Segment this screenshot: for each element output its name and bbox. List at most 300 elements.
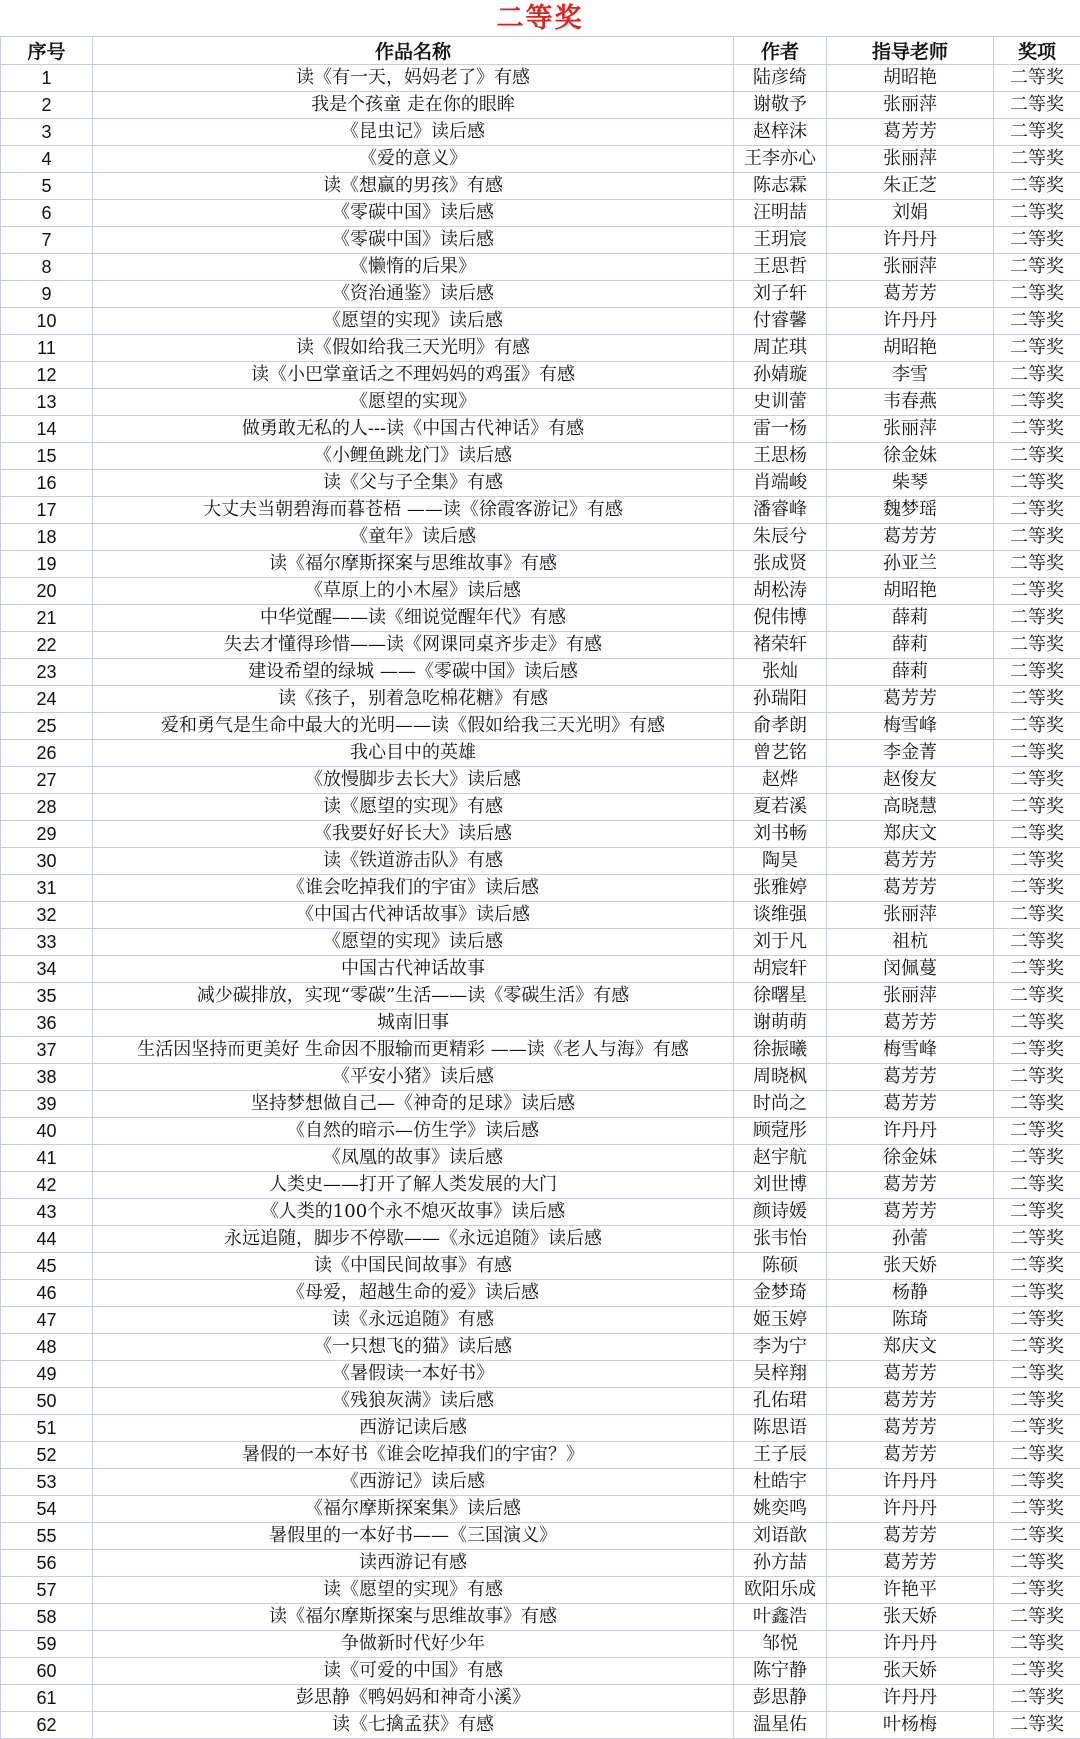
cell-advisor[interactable]: 孙亚兰 <box>827 551 994 578</box>
cell-author[interactable]: 俞孝朗 <box>734 713 827 740</box>
cell-advisor[interactable]: 郑庆文 <box>827 821 994 848</box>
table-row[interactable] <box>1 1145 1080 1172</box>
cell-author[interactable]: 王子辰 <box>734 1442 827 1469</box>
cell-award[interactable]: 二等奖 <box>994 1442 1080 1469</box>
cell-author[interactable]: 赵烨 <box>734 767 827 794</box>
cell-work-title[interactable]: 《愿望的实现》读后感 <box>93 929 734 956</box>
cell-index[interactable]: 59 <box>1 1631 93 1658</box>
cell-award[interactable]: 二等奖 <box>994 1010 1080 1037</box>
cell-work-title[interactable]: 《自然的暗示—仿生学》读后感 <box>93 1118 734 1145</box>
cell-award[interactable]: 二等奖 <box>994 767 1080 794</box>
cell-advisor[interactable]: 许丹丹 <box>827 227 994 254</box>
cell-author[interactable]: 汪明喆 <box>734 200 827 227</box>
cell-work-title[interactable]: 读《假如给我三天光明》有感 <box>93 335 734 362</box>
cell-award[interactable]: 二等奖 <box>994 929 1080 956</box>
cell-index[interactable]: 51 <box>1 1415 93 1442</box>
cell-advisor[interactable]: 张丽萍 <box>827 146 994 173</box>
cell-work-title[interactable]: 《中国古代神话故事》读后感 <box>93 902 734 929</box>
cell-index[interactable]: 33 <box>1 929 93 956</box>
cell-advisor[interactable]: 朱正芝 <box>827 173 994 200</box>
cell-index[interactable]: 45 <box>1 1253 93 1280</box>
cell-award[interactable]: 二等奖 <box>994 1712 1080 1739</box>
cell-work-title[interactable]: 《凤凰的故事》读后感 <box>93 1145 734 1172</box>
cell-index[interactable]: 11 <box>1 335 93 362</box>
cell-work-title[interactable]: 读《福尔摩斯探案与思维故事》有感 <box>93 551 734 578</box>
cell-award[interactable]: 二等奖 <box>994 1199 1080 1226</box>
cell-work-title[interactable]: 坚持梦想做自己—《神奇的足球》读后感 <box>93 1091 734 1118</box>
table-row[interactable] <box>1 605 1080 632</box>
cell-author[interactable]: 徐振曦 <box>734 1037 827 1064</box>
cell-work-title[interactable]: 城南旧事 <box>93 1010 734 1037</box>
cell-work-title[interactable]: 《懒惰的后果》 <box>93 254 734 281</box>
cell-index[interactable]: 61 <box>1 1685 93 1712</box>
cell-index[interactable]: 21 <box>1 605 93 632</box>
table-row[interactable] <box>1 470 1080 497</box>
cell-author[interactable]: 顾蒄彤 <box>734 1118 827 1145</box>
cell-index[interactable]: 41 <box>1 1145 93 1172</box>
cell-work-title[interactable]: 读《有一天，妈妈老了》有感 <box>93 65 734 92</box>
cell-index[interactable]: 1 <box>1 65 93 92</box>
cell-advisor[interactable]: 薛莉 <box>827 605 994 632</box>
cell-award[interactable]: 二等奖 <box>994 1091 1080 1118</box>
cell-author[interactable]: 陈硕 <box>734 1253 827 1280</box>
cell-award[interactable]: 二等奖 <box>994 1361 1080 1388</box>
cell-index[interactable]: 37 <box>1 1037 93 1064</box>
cell-index[interactable]: 46 <box>1 1280 93 1307</box>
cell-award[interactable]: 二等奖 <box>994 119 1080 146</box>
cell-advisor[interactable]: 张丽萍 <box>827 254 994 281</box>
cell-work-title[interactable]: 彭思静《鸭妈妈和神奇小溪》 <box>93 1685 734 1712</box>
cell-author[interactable]: 肖端峻 <box>734 470 827 497</box>
cell-author[interactable]: 杜皓宇 <box>734 1469 827 1496</box>
table-row[interactable] <box>1 1334 1080 1361</box>
cell-author[interactable]: 史训蕾 <box>734 389 827 416</box>
table-row[interactable] <box>1 1064 1080 1091</box>
table-row[interactable] <box>1 443 1080 470</box>
cell-author[interactable]: 陈思语 <box>734 1415 827 1442</box>
cell-award[interactable]: 二等奖 <box>994 1523 1080 1550</box>
cell-award[interactable]: 二等奖 <box>994 902 1080 929</box>
cell-advisor[interactable]: 张丽萍 <box>827 416 994 443</box>
table-row[interactable] <box>1 1388 1080 1415</box>
cell-award[interactable]: 二等奖 <box>994 92 1080 119</box>
cell-work-title[interactable]: 《零碳中国》读后感 <box>93 227 734 254</box>
cell-award[interactable]: 二等奖 <box>994 389 1080 416</box>
cell-advisor[interactable]: 胡昭艳 <box>827 335 994 362</box>
cell-work-title[interactable]: 读《铁道游击队》有感 <box>93 848 734 875</box>
cell-award[interactable]: 二等奖 <box>994 821 1080 848</box>
table-row[interactable] <box>1 1577 1080 1604</box>
cell-author[interactable]: 陈宁静 <box>734 1658 827 1685</box>
cell-author[interactable]: 孙方喆 <box>734 1550 827 1577</box>
cell-author[interactable]: 温星佑 <box>734 1712 827 1739</box>
cell-work-title[interactable]: 《放慢脚步去长大》读后感 <box>93 767 734 794</box>
table-row[interactable] <box>1 65 1080 92</box>
cell-index[interactable]: 29 <box>1 821 93 848</box>
cell-award[interactable]: 二等奖 <box>994 1334 1080 1361</box>
cell-award[interactable]: 二等奖 <box>994 686 1080 713</box>
table-row[interactable] <box>1 1712 1080 1739</box>
cell-award[interactable]: 二等奖 <box>994 173 1080 200</box>
table-row[interactable] <box>1 1010 1080 1037</box>
cell-advisor[interactable]: 葛芳芳 <box>827 1415 994 1442</box>
table-row[interactable] <box>1 524 1080 551</box>
cell-index[interactable]: 4 <box>1 146 93 173</box>
cell-advisor[interactable]: 许丹丹 <box>827 1631 994 1658</box>
cell-author[interactable]: 王思杨 <box>734 443 827 470</box>
cell-advisor[interactable]: 葛芳芳 <box>827 1199 994 1226</box>
cell-advisor[interactable]: 葛芳芳 <box>827 524 994 551</box>
cell-award[interactable]: 二等奖 <box>994 362 1080 389</box>
cell-award[interactable]: 二等奖 <box>994 578 1080 605</box>
cell-work-title[interactable]: 大丈夫当朝碧海而暮苍梧 ——读《徐霞客游记》有感 <box>93 497 734 524</box>
cell-advisor[interactable]: 薛莉 <box>827 632 994 659</box>
cell-author[interactable]: 谈维强 <box>734 902 827 929</box>
cell-advisor[interactable]: 葛芳芳 <box>827 1442 994 1469</box>
cell-award[interactable]: 二等奖 <box>994 65 1080 92</box>
table-row[interactable] <box>1 848 1080 875</box>
cell-index[interactable]: 19 <box>1 551 93 578</box>
cell-author[interactable]: 曾艺铭 <box>734 740 827 767</box>
cell-work-title[interactable]: 《我要好好长大》读后感 <box>93 821 734 848</box>
table-row[interactable] <box>1 1037 1080 1064</box>
cell-index[interactable]: 35 <box>1 983 93 1010</box>
table-row[interactable] <box>1 362 1080 389</box>
cell-index[interactable]: 7 <box>1 227 93 254</box>
cell-author[interactable]: 陶昊 <box>734 848 827 875</box>
cell-advisor[interactable]: 葛芳芳 <box>827 1010 994 1037</box>
cell-work-title[interactable]: 《一只想飞的猫》读后感 <box>93 1334 734 1361</box>
cell-author[interactable]: 王思哲 <box>734 254 827 281</box>
table-row[interactable] <box>1 875 1080 902</box>
cell-index[interactable]: 14 <box>1 416 93 443</box>
cell-index[interactable]: 49 <box>1 1361 93 1388</box>
table-row[interactable] <box>1 308 1080 335</box>
cell-work-title[interactable]: 《暑假读一本好书》 <box>93 1361 734 1388</box>
cell-author[interactable]: 周芷琪 <box>734 335 827 362</box>
cell-author[interactable]: 欧阳乐成 <box>734 1577 827 1604</box>
cell-work-title[interactable]: 《母爱，超越生命的爱》读后感 <box>93 1280 734 1307</box>
table-row[interactable] <box>1 92 1080 119</box>
cell-index[interactable]: 31 <box>1 875 93 902</box>
cell-advisor[interactable]: 张丽萍 <box>827 92 994 119</box>
cell-advisor[interactable]: 葛芳芳 <box>827 686 994 713</box>
cell-author[interactable]: 潘睿峰 <box>734 497 827 524</box>
cell-work-title[interactable]: 读《父与子全集》有感 <box>93 470 734 497</box>
cell-author[interactable]: 陈志霖 <box>734 173 827 200</box>
cell-work-title[interactable]: 我是个孩童 走在你的眼眸 <box>93 92 734 119</box>
table-row[interactable] <box>1 1604 1080 1631</box>
cell-award[interactable]: 二等奖 <box>994 281 1080 308</box>
cell-award[interactable]: 二等奖 <box>994 1658 1080 1685</box>
cell-work-title[interactable]: 读西游记有感 <box>93 1550 734 1577</box>
cell-index[interactable]: 13 <box>1 389 93 416</box>
cell-advisor[interactable]: 许丹丹 <box>827 1496 994 1523</box>
cell-author[interactable]: 刘于凡 <box>734 929 827 956</box>
cell-author[interactable]: 张雅婷 <box>734 875 827 902</box>
cell-award[interactable]: 二等奖 <box>994 1577 1080 1604</box>
cell-index[interactable]: 23 <box>1 659 93 686</box>
cell-award[interactable]: 二等奖 <box>994 659 1080 686</box>
cell-advisor[interactable]: 葛芳芳 <box>827 119 994 146</box>
cell-advisor[interactable]: 祖杭 <box>827 929 994 956</box>
cell-work-title[interactable]: 永远追随，脚步不停歇——《永远追随》读后感 <box>93 1226 734 1253</box>
cell-award[interactable]: 二等奖 <box>994 200 1080 227</box>
cell-author[interactable]: 周晓枫 <box>734 1064 827 1091</box>
cell-award[interactable]: 二等奖 <box>994 1307 1080 1334</box>
table-row[interactable] <box>1 821 1080 848</box>
cell-advisor[interactable]: 葛芳芳 <box>827 1361 994 1388</box>
cell-index[interactable]: 56 <box>1 1550 93 1577</box>
table-row[interactable] <box>1 713 1080 740</box>
cell-work-title[interactable]: 减少碳排放，实现“零碳”生活——读《零碳生活》有感 <box>93 983 734 1010</box>
table-row[interactable] <box>1 1550 1080 1577</box>
cell-work-title[interactable]: 读《愿望的实现》有感 <box>93 1577 734 1604</box>
table-row[interactable] <box>1 578 1080 605</box>
cell-award[interactable]: 二等奖 <box>994 1631 1080 1658</box>
cell-index[interactable]: 44 <box>1 1226 93 1253</box>
cell-author[interactable]: 雷一杨 <box>734 416 827 443</box>
cell-advisor[interactable]: 许艳平 <box>827 1577 994 1604</box>
cell-award[interactable]: 二等奖 <box>994 254 1080 281</box>
cell-work-title[interactable]: 读《想赢的男孩》有感 <box>93 173 734 200</box>
cell-index[interactable]: 43 <box>1 1199 93 1226</box>
cell-advisor[interactable]: 张丽萍 <box>827 902 994 929</box>
table-row[interactable] <box>1 1658 1080 1685</box>
table-row[interactable] <box>1 119 1080 146</box>
cell-author[interactable]: 刘子轩 <box>734 281 827 308</box>
cell-work-title[interactable]: 我心目中的英雄 <box>93 740 734 767</box>
table-row[interactable] <box>1 416 1080 443</box>
header-index[interactable]: 序号 <box>1 37 93 65</box>
cell-index[interactable]: 5 <box>1 173 93 200</box>
cell-index[interactable]: 28 <box>1 794 93 821</box>
cell-advisor[interactable]: 许丹丹 <box>827 1685 994 1712</box>
cell-award[interactable]: 二等奖 <box>994 1064 1080 1091</box>
cell-index[interactable]: 3 <box>1 119 93 146</box>
cell-advisor[interactable]: 李雪 <box>827 362 994 389</box>
cell-author[interactable]: 颜诗媛 <box>734 1199 827 1226</box>
cell-award[interactable]: 二等奖 <box>994 497 1080 524</box>
table-row[interactable] <box>1 1361 1080 1388</box>
cell-advisor[interactable]: 郑庆文 <box>827 1334 994 1361</box>
cell-author[interactable]: 张韦怡 <box>734 1226 827 1253</box>
cell-award[interactable]: 二等奖 <box>994 1550 1080 1577</box>
cell-work-title[interactable]: 《资治通鉴》读后感 <box>93 281 734 308</box>
cell-index[interactable]: 47 <box>1 1307 93 1334</box>
cell-author[interactable]: 徐曙星 <box>734 983 827 1010</box>
cell-author[interactable]: 夏若溪 <box>734 794 827 821</box>
cell-advisor[interactable]: 张丽萍 <box>827 983 994 1010</box>
cell-work-title[interactable]: 《谁会吃掉我们的宇宙》读后感 <box>93 875 734 902</box>
table-row[interactable] <box>1 794 1080 821</box>
table-row[interactable] <box>1 1226 1080 1253</box>
table-row[interactable] <box>1 1442 1080 1469</box>
cell-advisor[interactable]: 徐金妹 <box>827 1145 994 1172</box>
cell-award[interactable]: 二等奖 <box>994 146 1080 173</box>
cell-advisor[interactable]: 高晓慧 <box>827 794 994 821</box>
cell-advisor[interactable]: 胡昭艳 <box>827 65 994 92</box>
table-row[interactable] <box>1 551 1080 578</box>
cell-award[interactable]: 二等奖 <box>994 1037 1080 1064</box>
cell-advisor[interactable]: 葛芳芳 <box>827 1388 994 1415</box>
cell-work-title[interactable]: 《零碳中国》读后感 <box>93 200 734 227</box>
cell-author[interactable]: 王玥宸 <box>734 227 827 254</box>
cell-index[interactable]: 12 <box>1 362 93 389</box>
table-row[interactable] <box>1 1415 1080 1442</box>
cell-work-title[interactable]: 《西游记》读后感 <box>93 1469 734 1496</box>
cell-author[interactable]: 陆彦绮 <box>734 65 827 92</box>
cell-author[interactable]: 叶鑫浩 <box>734 1604 827 1631</box>
table-row[interactable] <box>1 146 1080 173</box>
table-row[interactable] <box>1 173 1080 200</box>
cell-work-title[interactable]: 读《中国民间故事》有感 <box>93 1253 734 1280</box>
header-work-title[interactable]: 作品名称 <box>93 37 734 65</box>
cell-advisor[interactable]: 柴琴 <box>827 470 994 497</box>
cell-index[interactable]: 53 <box>1 1469 93 1496</box>
cell-work-title[interactable]: 《残狼灰满》读后感 <box>93 1388 734 1415</box>
cell-advisor[interactable]: 陈琦 <box>827 1307 994 1334</box>
cell-work-title[interactable]: 争做新时代好少年 <box>93 1631 734 1658</box>
cell-author[interactable]: 时尚之 <box>734 1091 827 1118</box>
table-row[interactable] <box>1 227 1080 254</box>
cell-work-title[interactable]: 生活因坚持而更美好 生命因不服输而更精彩 ——读《老人与海》有感 <box>93 1037 734 1064</box>
table-row[interactable] <box>1 335 1080 362</box>
cell-author[interactable]: 邹悦 <box>734 1631 827 1658</box>
cell-award[interactable]: 二等奖 <box>994 1685 1080 1712</box>
cell-index[interactable]: 15 <box>1 443 93 470</box>
cell-index[interactable]: 9 <box>1 281 93 308</box>
cell-work-title[interactable]: 《人类的100个永不熄灭故事》读后感 <box>93 1199 734 1226</box>
cell-index[interactable]: 24 <box>1 686 93 713</box>
cell-index[interactable]: 55 <box>1 1523 93 1550</box>
cell-award[interactable]: 二等奖 <box>994 632 1080 659</box>
cell-author[interactable]: 付睿馨 <box>734 308 827 335</box>
cell-index[interactable]: 30 <box>1 848 93 875</box>
cell-advisor[interactable]: 徐金妹 <box>827 443 994 470</box>
cell-award[interactable]: 二等奖 <box>994 1118 1080 1145</box>
cell-advisor[interactable]: 葛芳芳 <box>827 1523 994 1550</box>
cell-author[interactable]: 孙婧璇 <box>734 362 827 389</box>
cell-work-title[interactable]: 中国古代神话故事 <box>93 956 734 983</box>
cell-index[interactable]: 17 <box>1 497 93 524</box>
table-row[interactable] <box>1 200 1080 227</box>
cell-index[interactable]: 42 <box>1 1172 93 1199</box>
cell-award[interactable]: 二等奖 <box>994 1253 1080 1280</box>
cell-advisor[interactable]: 张天娇 <box>827 1253 994 1280</box>
cell-advisor[interactable]: 孙蕾 <box>827 1226 994 1253</box>
cell-index[interactable]: 40 <box>1 1118 93 1145</box>
table-row[interactable] <box>1 1118 1080 1145</box>
cell-index[interactable]: 18 <box>1 524 93 551</box>
cell-author[interactable]: 姚奕鸣 <box>734 1496 827 1523</box>
cell-author[interactable]: 胡松涛 <box>734 578 827 605</box>
cell-index[interactable]: 39 <box>1 1091 93 1118</box>
cell-advisor[interactable]: 葛芳芳 <box>827 875 994 902</box>
cell-index[interactable]: 20 <box>1 578 93 605</box>
cell-index[interactable]: 36 <box>1 1010 93 1037</box>
cell-advisor[interactable]: 梅雪峰 <box>827 713 994 740</box>
table-row[interactable] <box>1 929 1080 956</box>
table-row[interactable] <box>1 659 1080 686</box>
cell-award[interactable]: 二等奖 <box>994 740 1080 767</box>
cell-advisor[interactable]: 葛芳芳 <box>827 1064 994 1091</box>
cell-index[interactable]: 32 <box>1 902 93 929</box>
cell-advisor[interactable]: 葛芳芳 <box>827 1550 994 1577</box>
cell-advisor[interactable]: 葛芳芳 <box>827 281 994 308</box>
cell-advisor[interactable]: 许丹丹 <box>827 308 994 335</box>
cell-author[interactable]: 刘书畅 <box>734 821 827 848</box>
cell-author[interactable]: 张灿 <box>734 659 827 686</box>
cell-index[interactable]: 50 <box>1 1388 93 1415</box>
cell-advisor[interactable]: 魏梦瑶 <box>827 497 994 524</box>
cell-award[interactable]: 二等奖 <box>994 1388 1080 1415</box>
table-row[interactable] <box>1 632 1080 659</box>
cell-advisor[interactable]: 梅雪峰 <box>827 1037 994 1064</box>
cell-advisor[interactable]: 葛芳芳 <box>827 1091 994 1118</box>
header-author[interactable]: 作者 <box>734 37 827 65</box>
cell-author[interactable]: 刘语歆 <box>734 1523 827 1550</box>
table-row[interactable] <box>1 1631 1080 1658</box>
cell-advisor[interactable]: 许丹丹 <box>827 1118 994 1145</box>
cell-advisor[interactable]: 胡昭艳 <box>827 578 994 605</box>
cell-index[interactable]: 38 <box>1 1064 93 1091</box>
cell-work-title[interactable]: 人类史——打开了解人类发展的大门 <box>93 1172 734 1199</box>
cell-award[interactable]: 二等奖 <box>994 983 1080 1010</box>
table-row[interactable] <box>1 956 1080 983</box>
table-row[interactable] <box>1 902 1080 929</box>
cell-advisor[interactable]: 薛莉 <box>827 659 994 686</box>
cell-author[interactable]: 褚荣轩 <box>734 632 827 659</box>
cell-award[interactable]: 二等奖 <box>994 335 1080 362</box>
cell-author[interactable]: 赵梓沫 <box>734 119 827 146</box>
cell-index[interactable]: 10 <box>1 308 93 335</box>
cell-advisor[interactable]: 张天娇 <box>827 1658 994 1685</box>
cell-index[interactable]: 34 <box>1 956 93 983</box>
table-row[interactable] <box>1 983 1080 1010</box>
cell-author[interactable]: 孔佑珺 <box>734 1388 827 1415</box>
cell-work-title[interactable]: 《爱的意义》 <box>93 146 734 173</box>
table-row[interactable] <box>1 767 1080 794</box>
cell-index[interactable]: 2 <box>1 92 93 119</box>
cell-author[interactable]: 朱辰兮 <box>734 524 827 551</box>
cell-work-title[interactable]: 《愿望的实现》 <box>93 389 734 416</box>
cell-author[interactable]: 李为宁 <box>734 1334 827 1361</box>
cell-award[interactable]: 二等奖 <box>994 524 1080 551</box>
table-row[interactable] <box>1 1307 1080 1334</box>
cell-award[interactable]: 二等奖 <box>994 443 1080 470</box>
cell-work-title[interactable]: 西游记读后感 <box>93 1415 734 1442</box>
cell-author[interactable]: 谢萌萌 <box>734 1010 827 1037</box>
cell-author[interactable]: 谢敬予 <box>734 92 827 119</box>
header-award[interactable]: 奖项 <box>994 37 1080 65</box>
table-row[interactable] <box>1 1280 1080 1307</box>
cell-author[interactable]: 刘世博 <box>734 1172 827 1199</box>
cell-award[interactable]: 二等奖 <box>994 308 1080 335</box>
cell-advisor[interactable]: 赵俊友 <box>827 767 994 794</box>
cell-award[interactable]: 二等奖 <box>994 416 1080 443</box>
cell-work-title[interactable]: 读《福尔摩斯探案与思维故事》有感 <box>93 1604 734 1631</box>
cell-work-title[interactable]: 《愿望的实现》读后感 <box>93 308 734 335</box>
table-row[interactable] <box>1 389 1080 416</box>
cell-advisor[interactable]: 刘娟 <box>827 200 994 227</box>
cell-author[interactable]: 金梦琦 <box>734 1280 827 1307</box>
cell-work-title[interactable]: 做勇敢无私的人---读《中国古代神话》有感 <box>93 416 734 443</box>
table-row[interactable] <box>1 254 1080 281</box>
cell-advisor[interactable]: 葛芳芳 <box>827 1172 994 1199</box>
cell-award[interactable]: 二等奖 <box>994 551 1080 578</box>
cell-author[interactable]: 彭思静 <box>734 1685 827 1712</box>
